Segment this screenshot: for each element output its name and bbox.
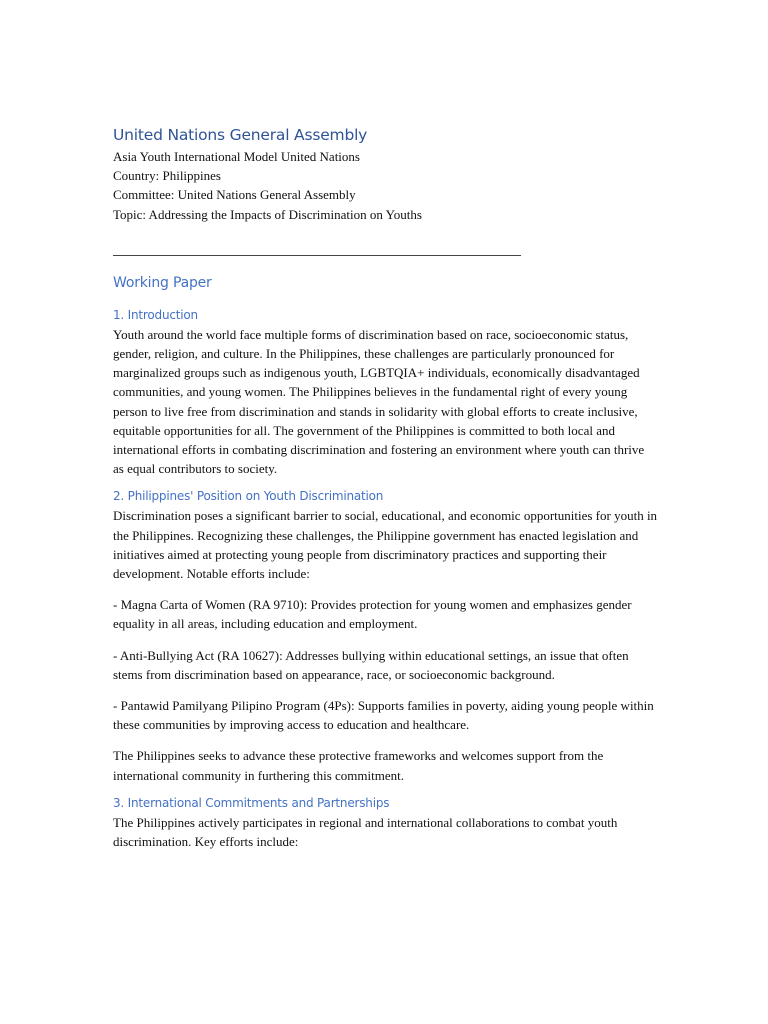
- horizontal-divider: [113, 255, 521, 256]
- position-item-magna-carta: - Magna Carta of Women (RA 9710): Provides protection for young women and emphasizes gender equality in all areas, including education and employment.: [113, 597, 632, 632]
- position-item-anti-bullying: - Anti-Bullying Act (RA 10627): Addresses bullying within educational settings, an issue that often stems from discrimination based on appearance, race, or socioeconomic background.: [113, 647, 629, 682]
- topic-line: Topic: Addressing the Impacts of Discrimination on Youths: [113, 206, 422, 222]
- document-title: United Nations General Assembly: [113, 126, 368, 144]
- position-heading: 2. Philippines' Position on Youth Discrimination: [113, 489, 384, 504]
- position-closing-paragraph: The Philippines seeks to advance these protective frameworks and welcomes support from the international community in furthering this commitment.: [113, 748, 604, 783]
- international-paragraph: The Philippines actively participates in regional and international collaborations to combat youth discrimination. Key efforts include:: [113, 814, 618, 850]
- position-item-4ps: - Pantawid Pamilyang Pilipino Program (4Ps): Supports families in poverty, aiding young people within these communities by improving access to education and healthcare.: [113, 698, 654, 733]
- document-page: [113, 124, 658, 851]
- introduction-heading: 1. Introduction: [113, 307, 198, 322]
- introduction-paragraph: Youth around the world face multiple forms of discrimination based on race, socioeconomic status, gender, religion, and culture. In the Philippines, these challenges are particularly pronounced for marginalized groups such as indigenous youth, LGBTQIA+ individuals, economically disadvantaged communities, and young women. The Philippines believes in the fundamental right of every young person to live free from discrimination and stands in solidarity with global efforts to create inclusive, equitable opportunities for all. The government of the Philippines is committed to both local and international efforts in combating discrimination and fostering an environment where youth can thrive as equal contributors to society.: [113, 326, 645, 477]
- working-paper-title: Working Paper: [113, 274, 212, 291]
- position-paragraph: Discrimination poses a significant barrier to social, educational, and economic opportunities for youth in the Philippines. Recognizing these challenges, the Philippine government has enacted legislation and initiatives aimed at protecting young people from discriminatory practices and supporting their development. Notable efforts include:: [113, 508, 658, 582]
- committee-line: Committee: United Nations General Assembly: [113, 187, 356, 203]
- international-heading: 3. International Commitments and Partnerships: [113, 795, 390, 810]
- country-line: Country: Philippines: [113, 168, 221, 184]
- conference-line: Asia Youth International Model United Nations: [113, 149, 360, 164]
